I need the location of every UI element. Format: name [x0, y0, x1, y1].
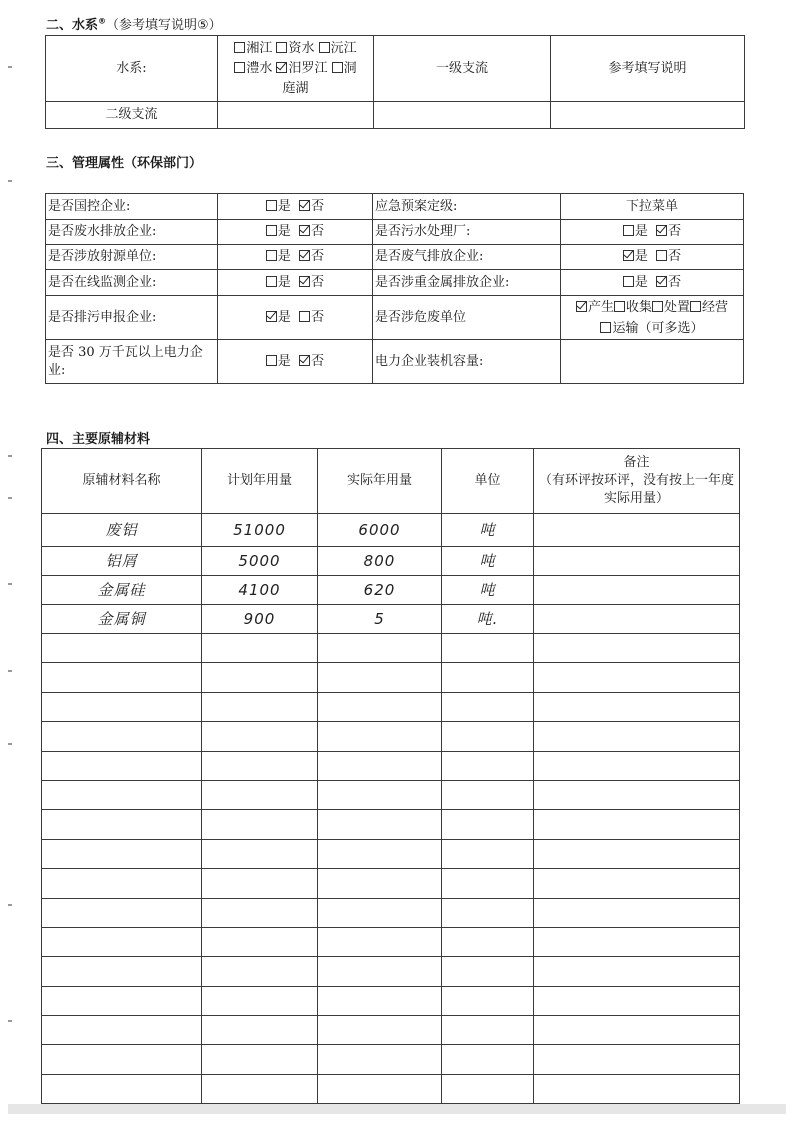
table-row [42, 692, 740, 721]
material-name[interactable]: 铝屑 [42, 547, 202, 576]
remark[interactable] [534, 547, 740, 576]
checkbox-icon[interactable] [332, 62, 343, 73]
empty-cell[interactable] [202, 634, 318, 663]
checkbox-icon[interactable] [299, 250, 310, 261]
empty-cell[interactable] [42, 869, 202, 898]
empty-cell[interactable] [202, 1045, 318, 1074]
yes-label: 是 [277, 198, 291, 214]
attribute-label: 是否涉放射源单位: [46, 245, 218, 270]
table-row [42, 576, 740, 605]
actual-usage[interactable]: 800 [318, 547, 442, 576]
water-option-label: 沅江 [330, 40, 357, 56]
material-name-header: 原辅材料名称 [42, 449, 202, 514]
attribute-label-right: 是否废气排放企业: [373, 245, 561, 270]
empty-cell[interactable] [318, 692, 442, 721]
scan-bottom-band [8, 1104, 786, 1114]
checkbox-icon[interactable] [266, 276, 277, 287]
remark-title: 备注 [623, 455, 650, 470]
empty-cell[interactable] [42, 634, 202, 663]
empty-cell[interactable] [42, 839, 202, 868]
dropdown-menu[interactable]: 下拉菜单 [561, 194, 744, 220]
empty-cell[interactable] [442, 780, 534, 809]
empty-cell[interactable] [318, 634, 442, 663]
planned-usage-header: 计划年用量 [202, 449, 318, 514]
secondary-tributary-value-2[interactable] [374, 102, 551, 129]
water-option-label: 汨罗江 [288, 60, 328, 76]
empty-cell[interactable] [442, 927, 534, 956]
empty-cell[interactable] [318, 1074, 442, 1103]
empty-cell[interactable] [318, 839, 442, 868]
empty-cell[interactable] [442, 663, 534, 692]
empty-cell[interactable] [202, 957, 318, 986]
empty-cell[interactable] [442, 898, 534, 927]
checkbox-icon[interactable] [299, 311, 310, 322]
attribute-label: 是否在线监测企业: [46, 270, 218, 296]
empty-cell[interactable] [318, 898, 442, 927]
empty-cell[interactable] [442, 810, 534, 839]
section3-title: 三、管理属性（环保部门） [46, 156, 203, 171]
actual-usage[interactable]: 620 [318, 576, 442, 605]
empty-cell[interactable] [42, 810, 202, 839]
hazwaste-option-label: 经营 [702, 299, 729, 315]
water-system-table [45, 35, 745, 129]
empty-cell[interactable] [534, 957, 740, 986]
table-row [42, 839, 740, 868]
checkbox-icon[interactable] [690, 301, 701, 312]
checkbox-icon[interactable] [299, 355, 310, 366]
table-row [42, 898, 740, 927]
empty-cell[interactable] [42, 927, 202, 956]
empty-cell[interactable] [442, 722, 534, 751]
no-label: 否 [311, 249, 325, 264]
attribute-label-right: 是否涉危废单位 [373, 296, 561, 340]
empty-cell[interactable] [534, 986, 740, 1015]
unit[interactable]: 吨 [442, 576, 534, 605]
empty-cell[interactable] [534, 927, 740, 956]
no-label: 否 [668, 224, 682, 239]
primary-tributary-header: 一级支流 [374, 36, 551, 102]
checkbox-icon[interactable] [656, 276, 667, 287]
empty-cell[interactable] [534, 1016, 740, 1045]
checkbox-icon[interactable] [299, 225, 310, 236]
empty-cell[interactable] [442, 1016, 534, 1045]
scan-mark [8, 455, 12, 457]
checkbox-icon[interactable] [266, 250, 277, 261]
yes-label: 是 [277, 274, 291, 290]
empty-cell[interactable] [534, 898, 740, 927]
empty-cell[interactable] [202, 663, 318, 692]
empty-cell[interactable] [442, 1045, 534, 1074]
material-name[interactable]: 废铝 [42, 514, 202, 547]
table-row [42, 663, 740, 692]
empty-cell[interactable] [202, 810, 318, 839]
checkbox-icon[interactable] [266, 225, 277, 236]
water-option-label: 洞 [343, 60, 357, 76]
power-capacity-value[interactable] [561, 340, 744, 384]
table-row [42, 634, 740, 663]
unit-header: 单位 [442, 449, 534, 514]
no-label: 否 [311, 353, 325, 369]
checkbox-icon[interactable] [576, 301, 587, 312]
empty-cell[interactable] [42, 1016, 202, 1045]
remark-note: （有环评按环评，没有按上一年度实际用量） [538, 473, 734, 506]
scan-mark [8, 1020, 12, 1022]
hazwaste-option-label: 收集 [625, 299, 652, 315]
empty-cell[interactable] [534, 634, 740, 663]
no-label: 否 [311, 224, 325, 239]
attribute-label-right: 是否污水处理厂: [373, 220, 561, 245]
attribute-label-right: 应急预案定级: [373, 194, 561, 220]
table-row [42, 869, 740, 898]
empty-cell[interactable] [202, 927, 318, 956]
water-option-label: 澧水 [246, 60, 273, 76]
empty-cell[interactable] [318, 957, 442, 986]
unit[interactable]: 吨 [442, 514, 534, 547]
scan-mark [8, 497, 12, 499]
scan-mark [8, 743, 12, 745]
table-row [42, 986, 740, 1015]
unit[interactable]: 吨. [442, 605, 534, 634]
unit[interactable]: 吨 [442, 547, 534, 576]
empty-cell[interactable] [42, 1074, 202, 1103]
empty-cell[interactable] [202, 898, 318, 927]
water-option-label: 湘江 [246, 40, 273, 56]
hazwaste-option-label: 处置 [664, 299, 691, 315]
empty-cell[interactable] [42, 692, 202, 721]
empty-cell[interactable] [318, 1016, 442, 1045]
empty-cell[interactable] [42, 751, 202, 780]
secondary-tributary-value[interactable] [218, 102, 374, 129]
material-name[interactable]: 金属铜 [42, 605, 202, 634]
empty-cell[interactable] [442, 957, 534, 986]
empty-cell[interactable] [442, 869, 534, 898]
empty-cell[interactable] [42, 722, 202, 751]
yes-label: 是 [277, 309, 291, 325]
remark[interactable] [534, 514, 740, 547]
empty-cell[interactable] [202, 722, 318, 751]
table-row [42, 780, 740, 809]
attribute-yes-no [218, 245, 373, 270]
attribute-label: 是否排污申报企业: [46, 296, 218, 340]
hazwaste-option-label: 运输 [612, 320, 639, 336]
empty-cell[interactable] [42, 986, 202, 1015]
empty-cell[interactable] [534, 839, 740, 868]
attribute-yes-no [218, 340, 373, 384]
empty-cell[interactable] [534, 663, 740, 692]
attribute-label-right: 电力企业装机容量: [373, 340, 561, 384]
planned-usage[interactable]: 51000 [202, 514, 318, 547]
raw-materials-table [41, 448, 740, 1104]
empty-cell[interactable] [534, 810, 740, 839]
empty-cell[interactable] [202, 751, 318, 780]
empty-cell[interactable] [318, 780, 442, 809]
empty-cell[interactable] [202, 986, 318, 1015]
empty-cell[interactable] [318, 751, 442, 780]
empty-cell[interactable] [318, 663, 442, 692]
scan-mark [8, 904, 12, 906]
table-row [42, 514, 740, 547]
management-attributes-table [45, 193, 744, 384]
water-options-row3: 庭湖 [282, 80, 309, 96]
empty-cell[interactable] [442, 634, 534, 663]
yes-label: 是 [634, 224, 648, 239]
no-label: 否 [311, 274, 325, 290]
empty-cell[interactable] [534, 1045, 740, 1074]
empty-cell[interactable] [42, 663, 202, 692]
yes-label: 是 [277, 353, 291, 369]
attribute-label-right: 是否涉重金属排放企业: [373, 270, 561, 296]
actual-usage-header: 实际年用量 [318, 449, 442, 514]
attribute-yes-no [218, 296, 373, 340]
empty-cell[interactable] [442, 986, 534, 1015]
attribute-yes-no-right [561, 270, 744, 296]
section2-title [46, 14, 222, 33]
empty-cell[interactable] [318, 722, 442, 751]
planned-usage[interactable]: 5000 [202, 547, 318, 576]
yes-label: 是 [634, 249, 648, 264]
no-label: 否 [311, 309, 325, 325]
attribute-yes-no [218, 270, 373, 296]
empty-cell[interactable] [318, 869, 442, 898]
empty-cell[interactable] [534, 722, 740, 751]
material-name[interactable]: 金属硅 [42, 576, 202, 605]
empty-cell[interactable] [202, 1016, 318, 1045]
checkbox-icon[interactable] [623, 250, 634, 261]
attribute-label: 是否国控企业: [46, 194, 218, 220]
planned-usage[interactable]: 4100 [202, 576, 318, 605]
actual-usage[interactable]: 5 [318, 605, 442, 634]
scan-mark [8, 180, 12, 182]
water-option-label: 资水 [288, 40, 315, 56]
checkbox-icon[interactable] [652, 301, 663, 312]
water-options-row2 [220, 59, 371, 79]
actual-usage[interactable]: 6000 [318, 514, 442, 547]
empty-cell[interactable] [42, 957, 202, 986]
empty-cell[interactable] [202, 869, 318, 898]
table-row [42, 957, 740, 986]
empty-cell[interactable] [318, 986, 442, 1015]
attribute-yes-no [218, 194, 373, 220]
empty-cell[interactable] [42, 780, 202, 809]
remark[interactable] [534, 576, 740, 605]
remark-header [534, 449, 740, 514]
checkbox-icon[interactable] [319, 42, 330, 53]
checkbox-icon[interactable] [234, 62, 245, 73]
section2-note: （参考填写说明⑤） [106, 18, 222, 33]
empty-cell[interactable] [534, 780, 740, 809]
checkbox-icon[interactable] [299, 276, 310, 287]
checkbox-icon[interactable] [656, 250, 667, 261]
no-label: 否 [668, 249, 682, 264]
empty-cell[interactable] [534, 692, 740, 721]
table-row [42, 605, 740, 634]
checkbox-icon[interactable] [266, 311, 277, 322]
checkbox-icon[interactable] [276, 62, 287, 73]
footnote-mark: ® [98, 16, 107, 26]
empty-cell[interactable] [42, 1045, 202, 1074]
table-row [42, 1074, 740, 1103]
hazardous-waste-options [561, 296, 744, 340]
checkbox-icon[interactable] [623, 276, 634, 287]
empty-cell[interactable] [318, 927, 442, 956]
water-system-label: 水系: [46, 36, 218, 102]
empty-cell[interactable] [442, 839, 534, 868]
empty-cell[interactable] [202, 780, 318, 809]
table-row [42, 1016, 740, 1045]
empty-cell[interactable] [534, 1074, 740, 1103]
checkbox-icon[interactable] [299, 200, 310, 211]
checkbox-icon[interactable] [614, 301, 625, 312]
checkbox-icon[interactable] [656, 225, 667, 236]
no-label: 否 [311, 198, 325, 214]
water-system-options [218, 36, 374, 102]
attribute-yes-no [218, 220, 373, 245]
empty-cell[interactable] [42, 898, 202, 927]
attribute-yes-no-right [561, 220, 744, 245]
empty-cell[interactable] [202, 839, 318, 868]
checkbox-icon[interactable] [600, 322, 611, 333]
attribute-yes-no-right [561, 245, 744, 270]
yes-label: 是 [277, 224, 291, 239]
table-row [42, 1045, 740, 1074]
hazwaste-note: （可多选） [638, 320, 704, 336]
checkbox-icon[interactable] [276, 42, 287, 53]
empty-cell[interactable] [202, 692, 318, 721]
yes-label: 是 [277, 249, 291, 264]
scan-mark [8, 583, 12, 585]
empty-cell[interactable] [442, 751, 534, 780]
water-options-row1 [220, 39, 371, 59]
yes-label: 是 [634, 274, 648, 290]
section2-heading: 二、水系 [46, 18, 99, 33]
remark[interactable] [534, 605, 740, 634]
attribute-label: 是否 30 万千瓦以上电力企业: [46, 340, 218, 384]
scan-mark [8, 66, 12, 68]
secondary-tributary-label: 二级支流 [46, 102, 218, 129]
table-row [42, 927, 740, 956]
table-row [42, 547, 740, 576]
planned-usage[interactable]: 900 [202, 605, 318, 634]
secondary-tributary-value-3[interactable] [551, 102, 745, 129]
checkbox-icon[interactable] [266, 355, 277, 366]
empty-cell[interactable] [534, 869, 740, 898]
empty-cell[interactable] [318, 810, 442, 839]
scan-mark [8, 670, 12, 672]
table-row [42, 722, 740, 751]
checkbox-icon[interactable] [623, 225, 634, 236]
empty-cell[interactable] [318, 1045, 442, 1074]
attribute-label: 是否废水排放企业: [46, 220, 218, 245]
hazwaste-option-label: 产生 [587, 299, 614, 315]
no-label: 否 [668, 274, 682, 290]
checkbox-icon[interactable] [234, 42, 245, 53]
checkbox-icon[interactable] [266, 200, 277, 211]
empty-cell[interactable] [202, 1074, 318, 1103]
empty-cell[interactable] [442, 1074, 534, 1103]
empty-cell[interactable] [534, 751, 740, 780]
table-row [42, 810, 740, 839]
empty-cell[interactable] [442, 692, 534, 721]
section4-title: 四、主要原辅材料 [46, 432, 151, 447]
reference-notes-header: 参考填写说明 [551, 36, 745, 102]
table-row [42, 751, 740, 780]
